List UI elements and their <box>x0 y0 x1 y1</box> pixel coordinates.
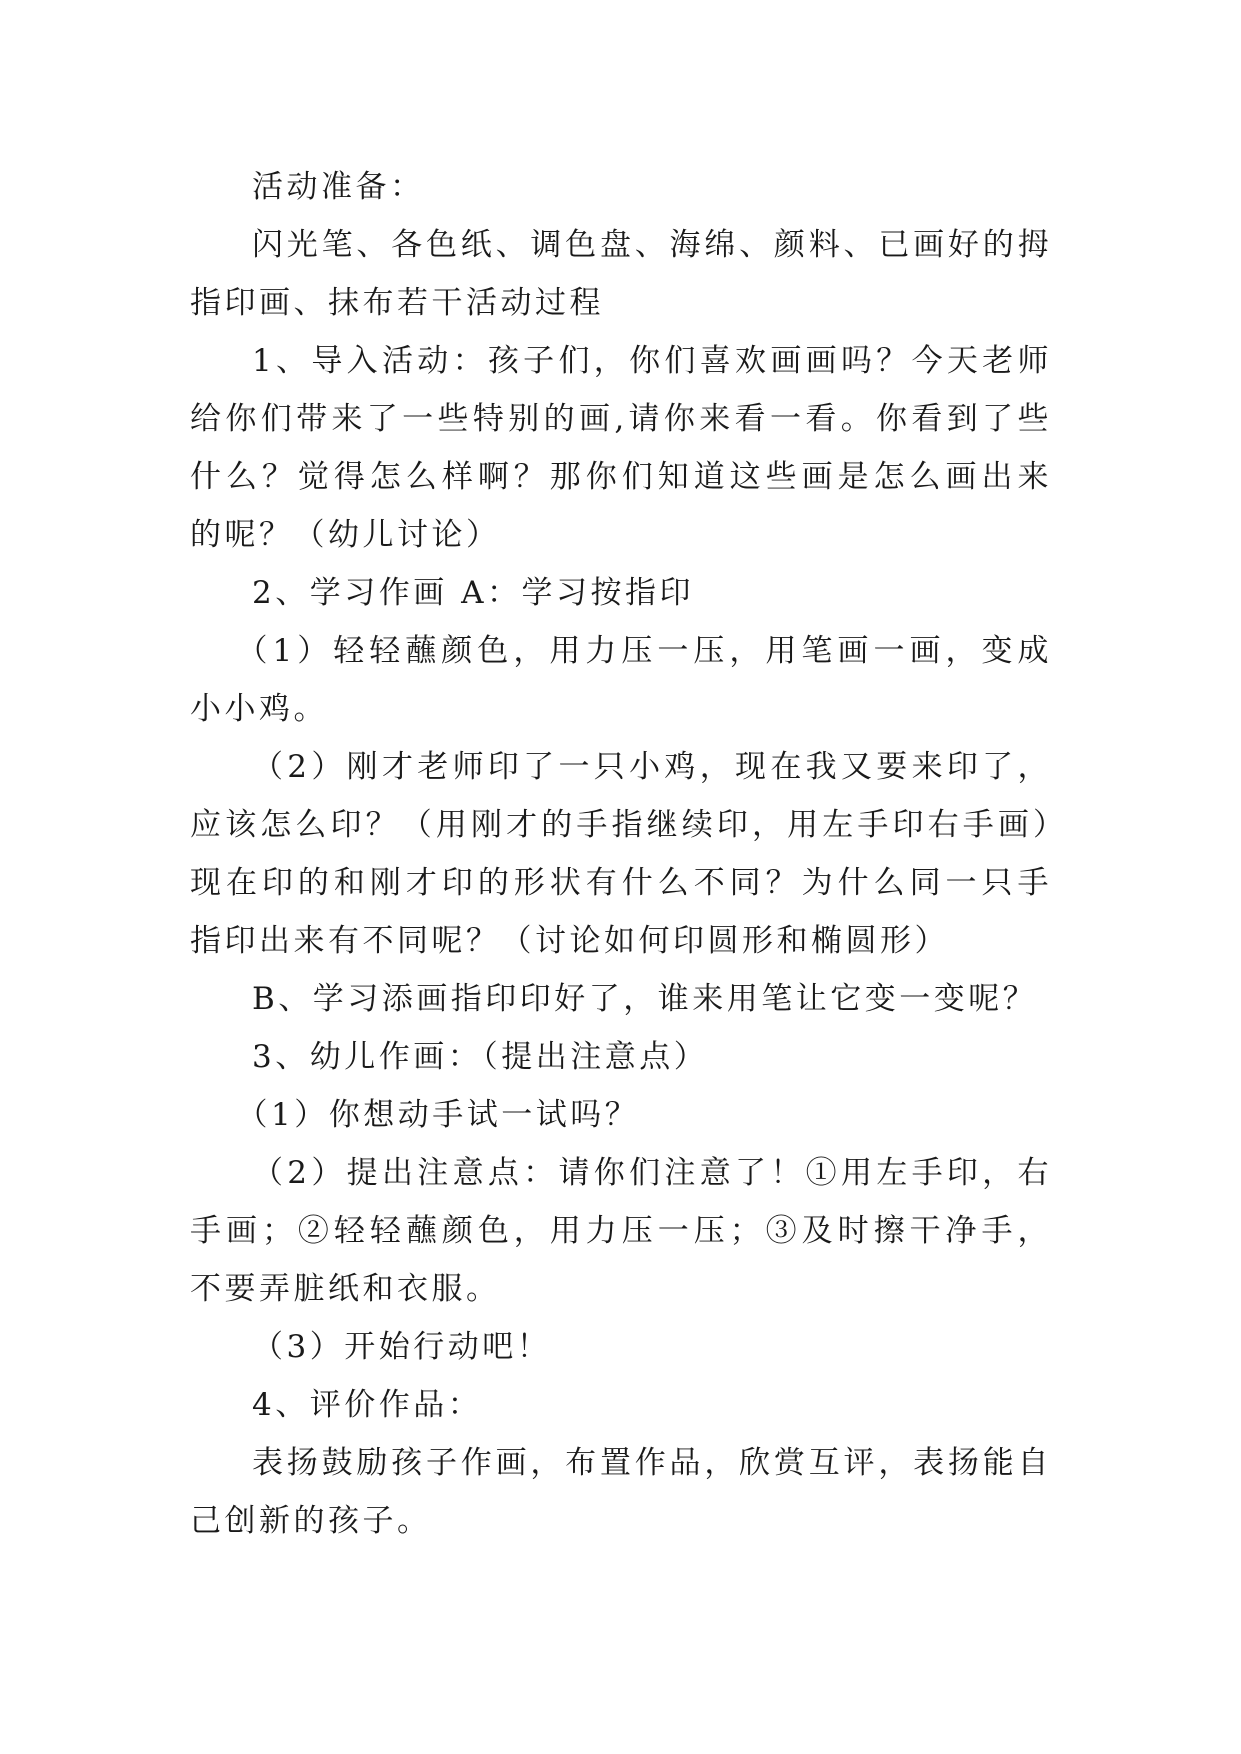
paragraph-step-2-1: （1）轻轻蘸颜色，用力压一压，用笔画一画，变成小小鸡。 <box>190 633 1052 727</box>
paragraph-step-3-2: （2）提出注意点：请你们注意了！①用左手印，右手画；②轻轻蘸颜色，用力压一压；③及时擦干净手，不要弄脏纸和衣服。 <box>190 1155 1052 1307</box>
paragraph-step-3: 3、幼儿作画：（提出注意点） <box>252 1039 709 1075</box>
paragraph-activity-prep-heading: 活动准备： <box>252 169 425 205</box>
document-body <box>190 158 1052 1550</box>
paragraph-materials: 闪光笔、各色纸、调色盘、海绵、颜料、已画好的拇指印画、抹布若干活动过程 <box>190 227 1052 321</box>
paragraph-step-3-1: （1）你想动手试一试吗？ <box>236 1097 640 1133</box>
paragraph-evaluation: 表扬鼓励孩子作画，布置作品，欣赏互评，表扬能自己创新的孩子。 <box>190 1445 1052 1539</box>
paragraph-step-2: 2、学习作画 A：学习按指印 <box>252 575 694 611</box>
paragraph-step-1: 1、导入活动：孩子们，你们喜欢画画吗？今天老师给你们带来了一些特别的画,请你来看一看。你看到了些什么？觉得怎么样啊？那你们知道这些画是怎么画出来的呢？（幼儿讨论） <box>190 343 1052 553</box>
paragraph-step-3-3: （3）开始行动吧！ <box>252 1329 552 1365</box>
paragraph-step-2-2: （2）刚才老师印了一只小鸡，现在我又要来印了，应该怎么印？（用刚才的手指继续印，用左手印右手画）现在印的和刚才印的形状有什么不同？为什么同一只手指印出来有不同呢？（讨论如何印圆形和椭圆形） <box>190 749 1052 959</box>
paragraph-step-2-b: B、学习添画指印印好了，谁来用笔让它变一变呢？ <box>252 981 1038 1017</box>
paragraph-step-4: 4、评价作品： <box>252 1387 483 1423</box>
